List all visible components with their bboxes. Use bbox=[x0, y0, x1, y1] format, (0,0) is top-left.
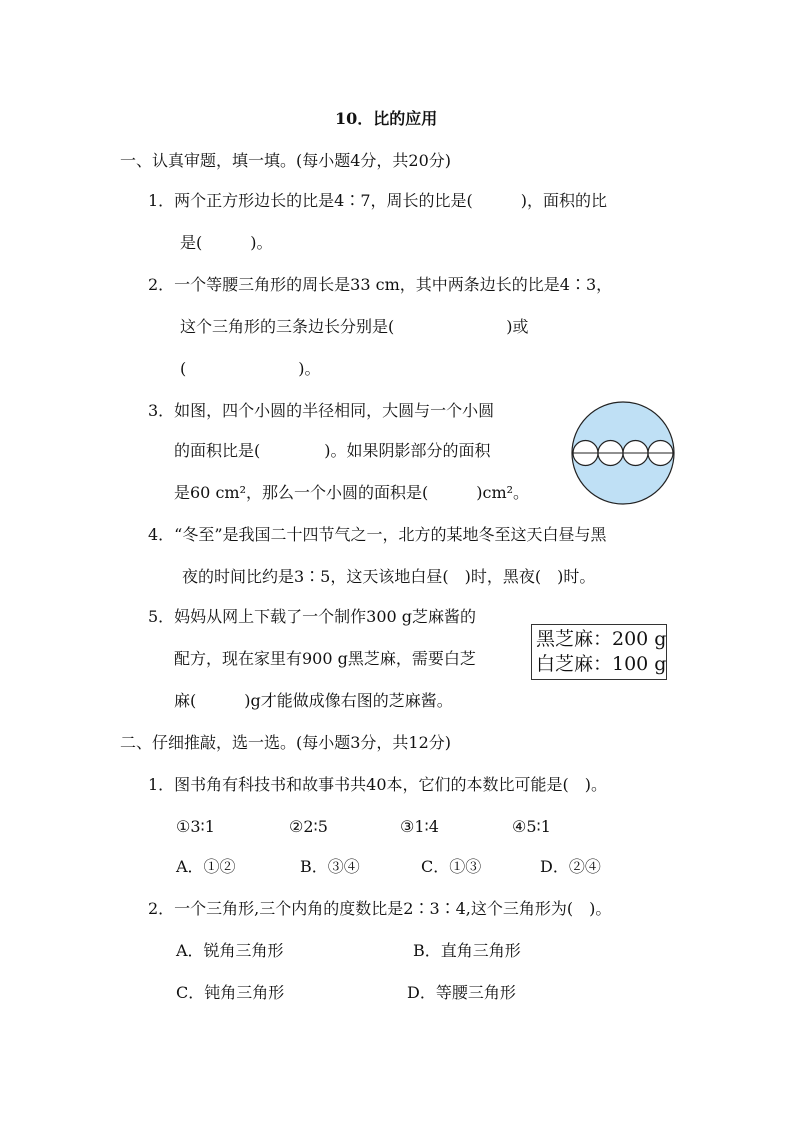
recipe-box bbox=[531, 624, 667, 680]
q3-line3: 是60 cm²，那么一个小圆的面积是( )cm²。 bbox=[174, 483, 530, 502]
recipe-white-sesame: 白芝麻：100 g bbox=[536, 653, 667, 675]
s2-q2-option-b: B．直角三角形 bbox=[413, 941, 521, 960]
q4-line2: 夜的时间比约是3∶5，这天该地白昼( )时，黑夜( )时。 bbox=[182, 567, 596, 586]
s2-q1-option-a: A．①② bbox=[176, 857, 236, 876]
q3-line2: 的面积比是( )。如果阴影部分的面积 bbox=[174, 441, 491, 460]
q2-line3: ( )。 bbox=[180, 359, 321, 378]
s2-q1-item-4: ④5∶1 bbox=[512, 817, 551, 836]
q5-line2: 配方，现在家里有900 g黑芝麻，需要白芝 bbox=[174, 649, 476, 668]
q1-line1: 1．两个正方形边长的比是4∶7，周长的比是( )，面积的比 bbox=[148, 191, 608, 210]
s2-q1-stem: 1．图书角有科技书和故事书共40本，它们的本数比可能是( )。 bbox=[148, 775, 608, 794]
recipe-black-sesame: 黑芝麻：200 g bbox=[536, 628, 667, 650]
s2-q2-stem: 2．一个三角形,三个内角的度数比是2∶3∶4,这个三角形为( )。 bbox=[148, 899, 612, 918]
s2-q2-option-a: A．锐角三角形 bbox=[176, 941, 284, 960]
q2-line1: 2．一个等腰三角形的周长是33 cm，其中两条边长的比是4∶3， bbox=[148, 275, 613, 294]
s2-q2-option-c: C．钝角三角形 bbox=[176, 983, 285, 1002]
s2-q1-item-2: ②2∶5 bbox=[289, 817, 328, 836]
q2-line2: 这个三角形的三条边长分别是( )或 bbox=[180, 317, 529, 336]
page-title: 10．比的应用 bbox=[335, 109, 438, 128]
q5-line3: 麻( )g才能做成像右图的芝麻酱。 bbox=[174, 691, 453, 710]
s2-q1-option-c: C．①③ bbox=[421, 857, 482, 876]
circle-figure bbox=[570, 400, 676, 506]
q5-line1: 5．妈妈从网上下载了一个制作300 g芝麻酱的 bbox=[148, 607, 477, 626]
section1-heading: 一、认真审题，填一填。(每小题4分，共20分) bbox=[120, 151, 452, 170]
section2-heading: 二、仔细推敲，选一选。(每小题3分，共12分) bbox=[120, 733, 452, 752]
q3-line1: 3．如图，四个小圆的半径相同，大圆与一个小圆 bbox=[148, 401, 495, 420]
s2-q2-option-d: D．等腰三角形 bbox=[407, 983, 516, 1002]
s2-q1-item-3: ③1∶4 bbox=[400, 817, 439, 836]
q4-line1: 4．“冬至”是我国二十四节气之一，北方的某地冬至这天白昼与黑 bbox=[148, 525, 607, 544]
s2-q1-option-d: D．②④ bbox=[540, 857, 601, 876]
q1-line2: 是( )。 bbox=[180, 233, 273, 252]
s2-q1-option-b: B．③④ bbox=[300, 857, 360, 876]
s2-q1-item-1: ①3∶1 bbox=[176, 817, 215, 836]
